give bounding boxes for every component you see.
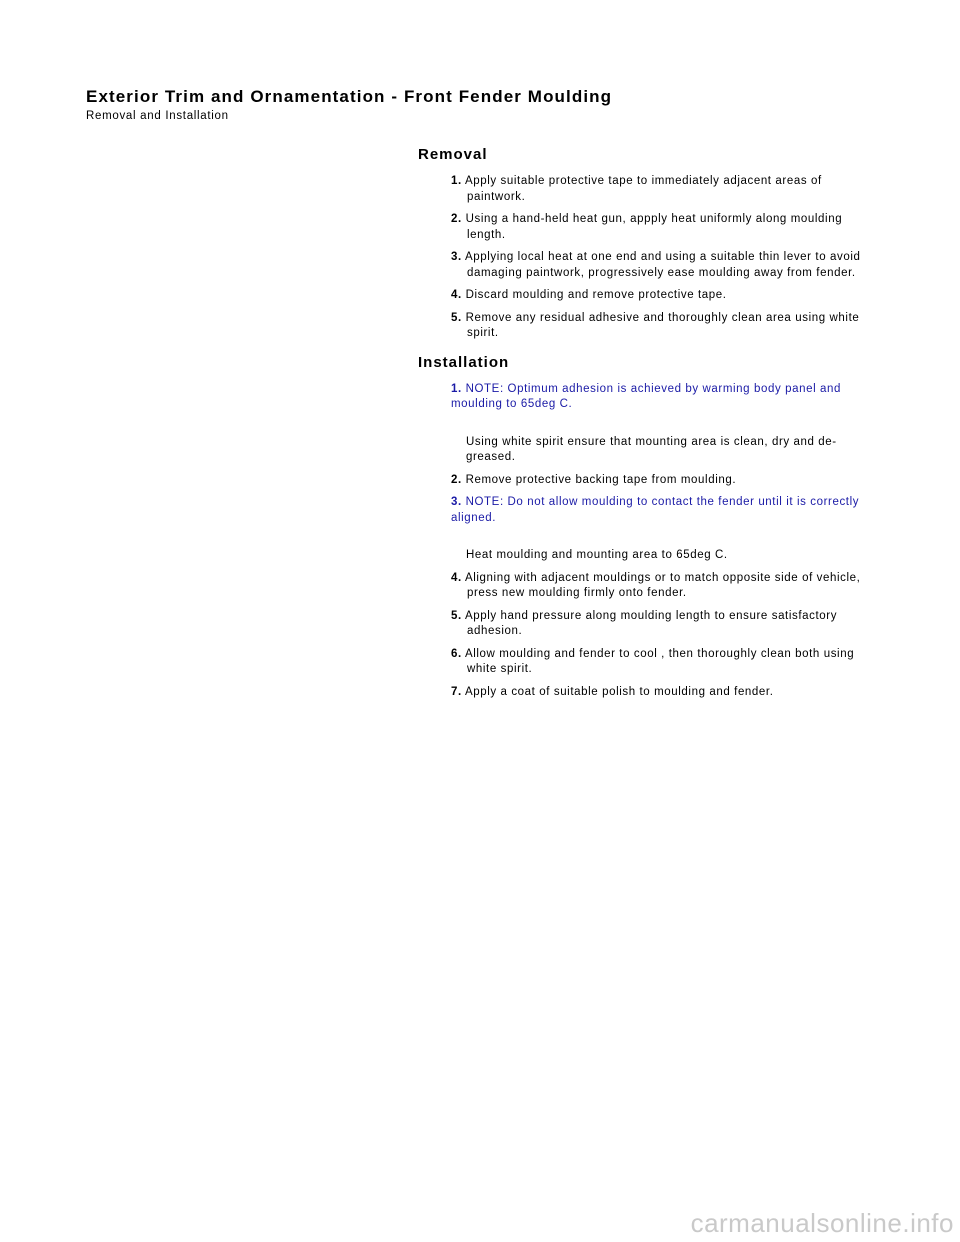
removal-step: [451, 311, 878, 342]
step-number: 1.: [451, 175, 462, 187]
step-number: 7.: [451, 685, 462, 698]
installation-heading: Installation: [418, 353, 510, 371]
step-text: Using white spirit ensure that mounting area is clean, dry and de-greased.: [466, 435, 837, 463]
step-text: Allow moulding and fender to cool , then thoroughly clean both using white spirit.: [464, 647, 855, 675]
step-text: Remove any residual adhesive and thoroughly clean area using white spirit.: [465, 311, 860, 339]
step-text: Discard moulding and remove protective tape.: [465, 289, 727, 301]
step-text: Remove protective backing tape from moulding.: [465, 473, 737, 486]
note-text: NOTE: Do not allow moulding to contact the fender until it is correctly aligned.: [451, 496, 860, 524]
removal-step: [451, 288, 878, 304]
watermark: carmanualsonline.info: [690, 1208, 954, 1238]
step-number: 5.: [451, 311, 462, 324]
step-text: Apply a coat of suitable polish to moulding and fender.: [464, 685, 774, 698]
installation-steps: [418, 382, 878, 701]
step-text: Apply suitable protective tape to immediately adjacent areas of paintwork.: [464, 175, 822, 203]
removal-heading: Removal: [418, 146, 488, 163]
step-text: Apply hand pressure along moulding length to ensure satisfactory adhesion.: [464, 609, 838, 637]
installation-step-instruction: [451, 548, 878, 564]
installation-step: [451, 571, 878, 602]
step-text: Applying local heat at one end and using a suitable thin lever to avoid damaging paintwork, progressively ease moulding away from fender.: [464, 251, 861, 279]
installation-step-instruction: [451, 435, 878, 466]
installation-step-note: [451, 495, 878, 526]
installation-step: [451, 685, 878, 701]
page-header: [86, 86, 612, 124]
removal-step: [451, 212, 878, 243]
note-text: NOTE: Optimum adhesion is achieved by warming body panel and moulding to 65deg C.: [451, 382, 842, 410]
step-number: 4.: [451, 571, 462, 584]
installation-step: [451, 473, 878, 489]
step-number: 6.: [451, 647, 462, 660]
installation-step: [451, 647, 878, 678]
removal-steps: [418, 174, 878, 342]
step-number: 2.: [451, 473, 462, 486]
step-text: Using a hand-held heat gun, appply heat uniformly along moulding length.: [465, 213, 843, 241]
step-number: 3.: [451, 251, 462, 263]
step-number: 4.: [451, 289, 462, 301]
step-number: 5.: [451, 609, 462, 622]
step-number: 3.: [451, 496, 462, 508]
removal-step: [451, 250, 878, 281]
step-number: 2.: [451, 213, 462, 225]
page-subtitle: Removal and Installation: [86, 110, 229, 122]
procedure-content: [418, 144, 878, 707]
removal-step: [451, 174, 878, 205]
installation-step-note: [451, 382, 878, 413]
installation-step: [451, 609, 878, 640]
step-text: Heat moulding and mounting area to 65deg C.: [466, 549, 728, 561]
page-title: Exterior Trim and Ornamentation - Front Fender Moulding: [86, 87, 613, 106]
step-text: Aligning with adjacent mouldings or to match opposite side of vehicle, press new moulding firmly onto fender.: [464, 571, 861, 599]
step-number: 1.: [451, 382, 462, 395]
